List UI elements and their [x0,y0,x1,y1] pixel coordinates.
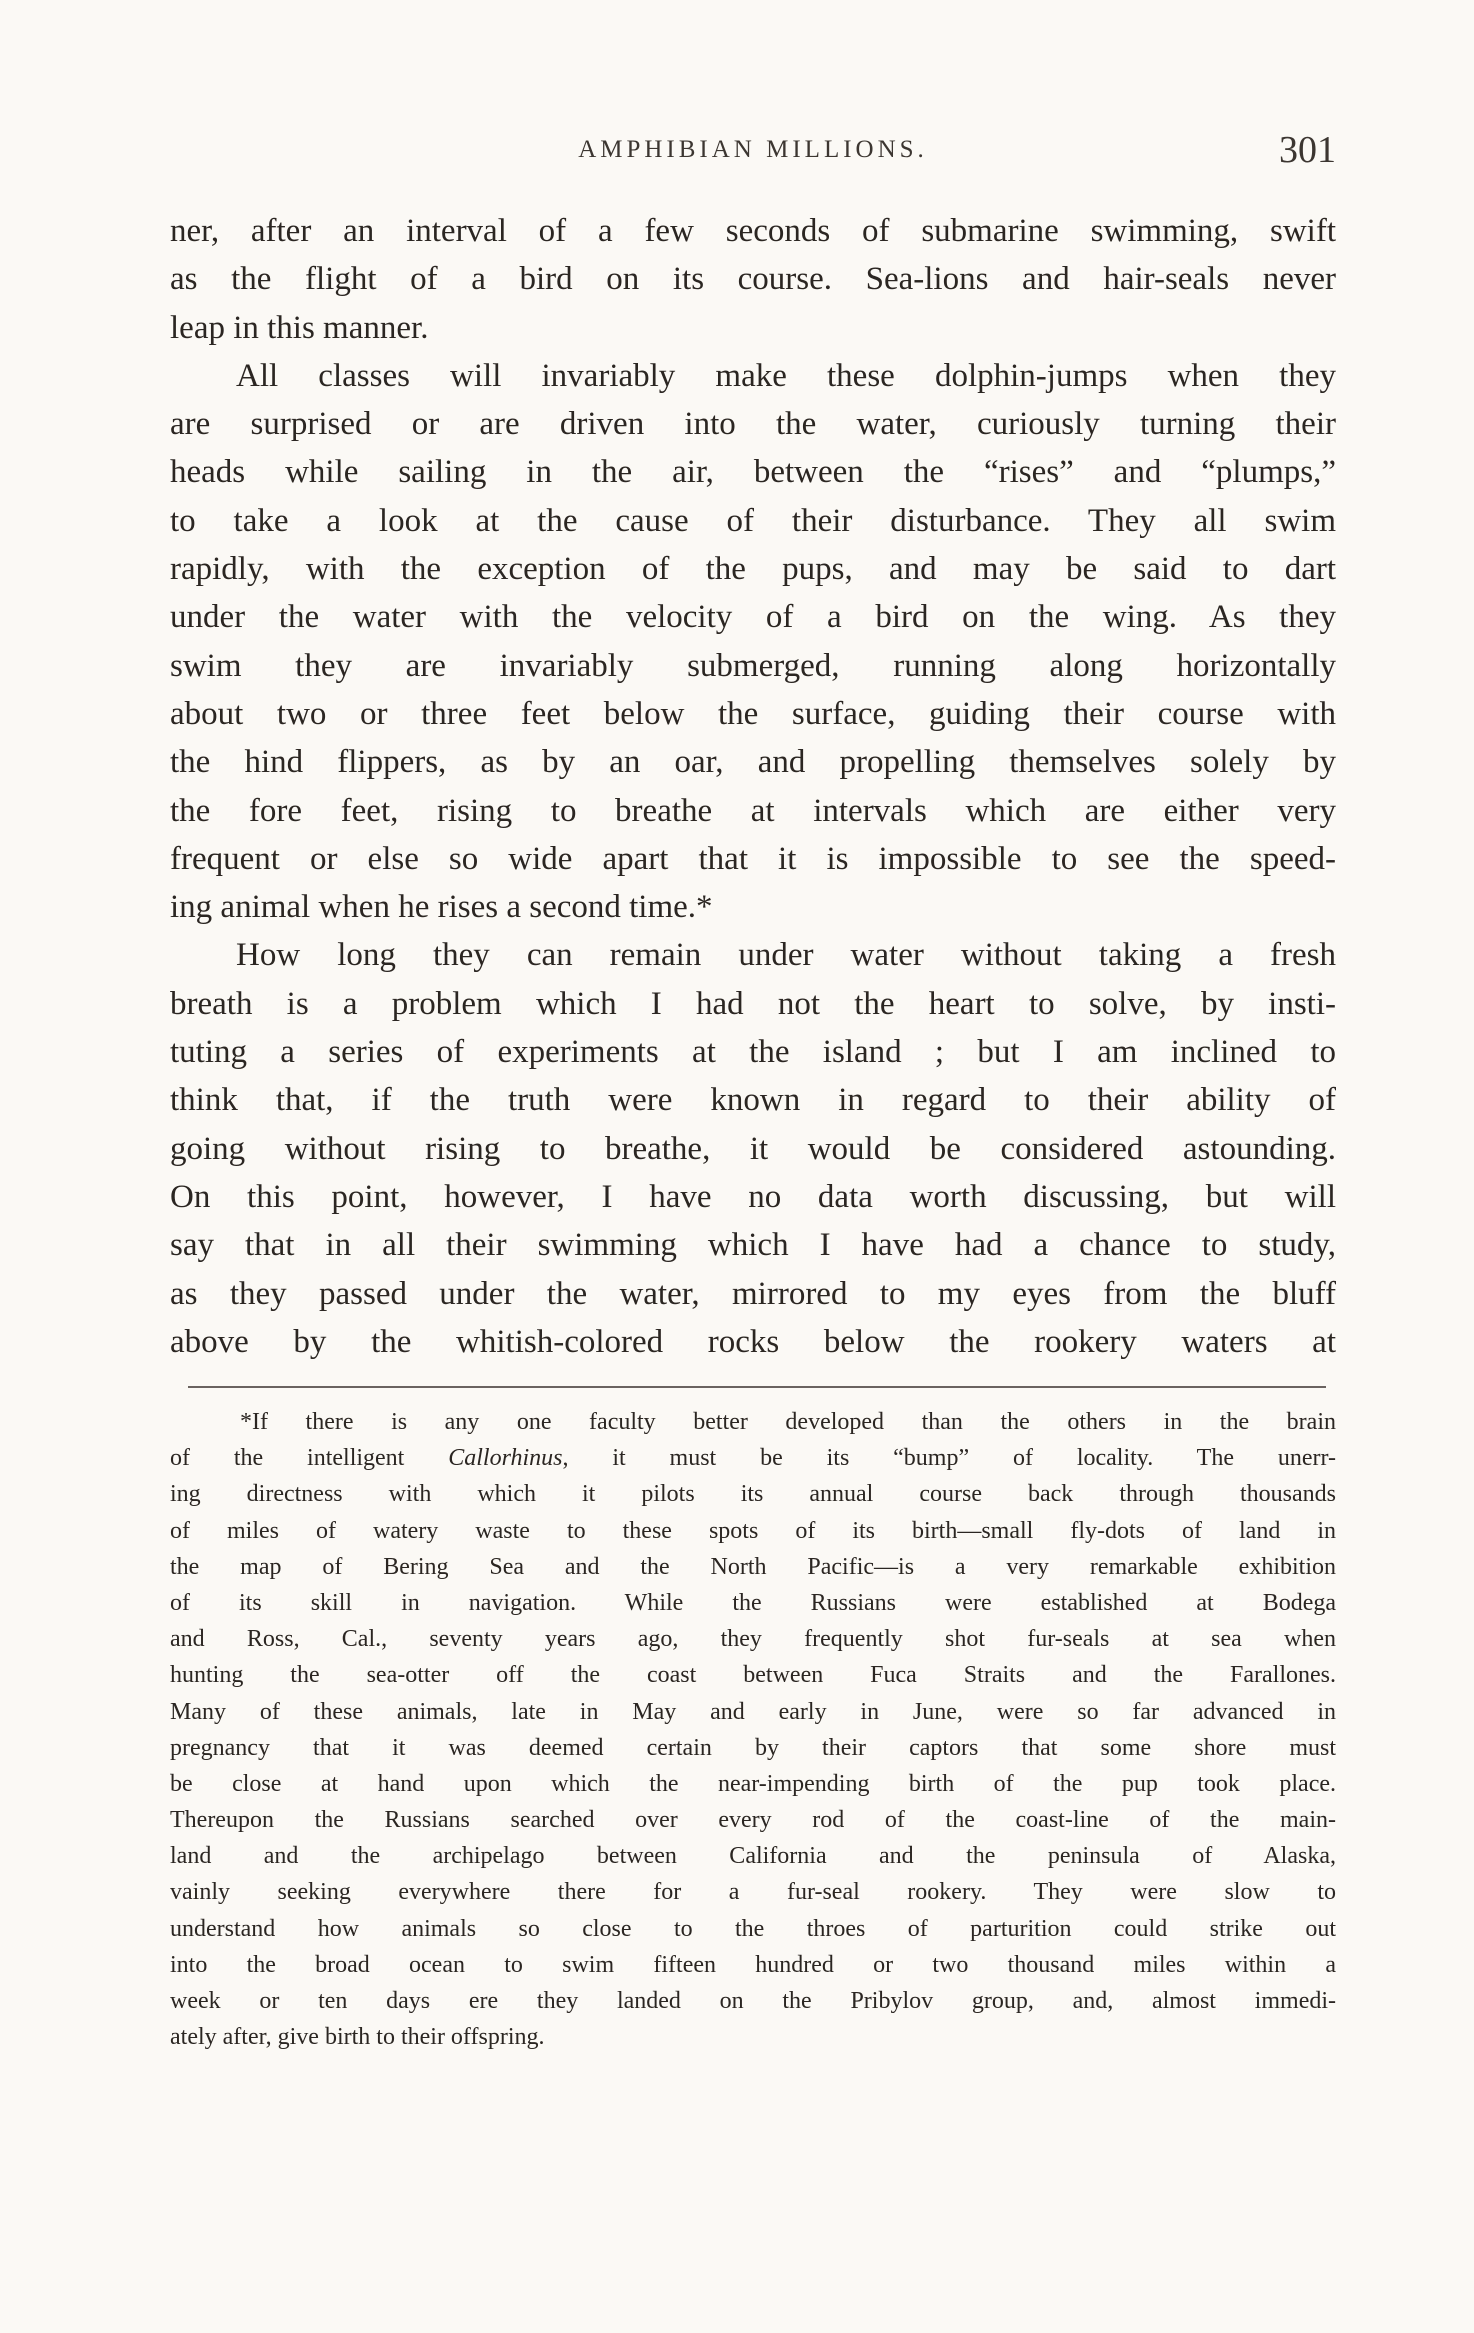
footnote-line: into the broad ocean to swim fifteen hundred or two thousand miles within a [170,1951,1336,1978]
body-line: leap in this manner. [170,309,429,346]
body-line: under the water with the velocity of a bird on the wing. As they [170,599,1336,636]
body-line: the fore feet, rising to breathe at intervals which are either very [170,792,1336,829]
footnote-line: week or ten days ere they landed on the Pribylov group, and, almost immedi- [170,1988,1336,2014]
footnote-line: Many of these animals, late in May and early in June, were so far advanced in [170,1698,1336,1725]
paragraph-start-line: How long they can remain under water without taking a fresh [236,937,1336,974]
footnote-line: be close at hand upon which the near-impending birth of the pup took place. [170,1770,1336,1797]
footnote-line: understand how animals so close to the throes of parturition could strike out [170,1915,1336,1942]
footnote-line: pregnancy that it was deemed certain by their captors that some shore must [170,1734,1336,1761]
footnote-line: ately after, give birth to their offspring. [170,2024,545,2051]
footnote-line: and Ross, Cal., seventy years ago, they frequently shot fur-seals at sea when [170,1626,1336,1653]
body-line: to take a look at the cause of their disturbance. They all swim [170,502,1336,539]
body-line: say that in all their swimming which I have had a chance to study, [170,1227,1336,1264]
footnote-line: vainly seeking everywhere there for a fur-seal rookery. They were slow to [170,1879,1336,1906]
body-line: On this point, however, I have no data worth discussing, but will [170,1178,1336,1215]
body-line: about two or three feet below the surface, guiding their course with [170,695,1336,732]
footnote-line: Thereupon the Russians searched over every rod of the coast-line of the main- [170,1807,1336,1834]
footnote [170,1404,1336,2055]
body-line: tuting a series of experiments at the island ; but I am inclined to [170,1034,1336,1071]
running-head [170,128,1336,172]
body-line: ing animal when he rises a second time.* [170,889,713,926]
body-line: as the flight of a bird on its course. Sea-lions and hair-seals never [170,261,1336,298]
body-line: as they passed under the water, mirrored to my eyes from the bluff [170,1275,1336,1312]
footnote-line: hunting the sea-otter off the coast between Fuca Straits and the Farallones. [170,1662,1336,1689]
footnote-line: of its skill in navigation. While the Russians were established at Bodega [170,1589,1336,1616]
body-text [170,207,1336,1366]
footnote-line [170,1440,1336,1476]
running-title: AMPHIBIAN MILLIONS. [578,136,928,163]
body-line: are surprised or are driven into the water, curiously turning their [170,406,1336,443]
body-line: ner, after an interval of a few seconds of submarine swimming, swift [170,213,1336,249]
paragraph-start-line: All classes will invariably make these dolphin-jumps when they [236,357,1336,394]
body-line: rapidly, with the exception of the pups, and may be said to dart [170,551,1336,588]
page-number: 301 [1279,129,1336,171]
footnote-line: ing directness with which it pilots its annual course back through thousands [170,1481,1336,1508]
footnote-divider [188,1386,1326,1388]
footnote-text: *If there is any one faculty better developed than the others in the brain [240,1409,1336,1435]
body-line: frequent or else so wide apart that it is impossible to see the speed- [170,840,1336,877]
footnote-line [170,1404,1336,1440]
footnote-line: of miles of watery waste to these spots of its birth—small fly-dots of land in [170,1517,1336,1544]
footnote-line: land and the archipelago between California and the peninsula of Alaska, [170,1843,1336,1870]
footnote-text: , it must be its “bump” of locality. The unerr- [562,1445,1336,1472]
body-line: breath is a problem which I had not the heart to solve, by insti- [170,985,1336,1022]
species-name-italic: Callorhinus [448,1445,563,1472]
body-line: heads while sailing in the air, between the “rises” and “plumps,” [170,454,1336,491]
body-line: above by the whitish-colored rocks below the rookery waters at [170,1323,1336,1360]
footnote-text: of the intelligent [170,1445,449,1472]
body-line: the hind flippers, as by an oar, and propelling themselves solely by [170,744,1336,781]
footnote-line: the map of Bering Sea and the North Pacific—is a very remarkable exhibition [170,1553,1336,1580]
body-line: swim they are invariably submerged, running along horizontally [170,647,1336,684]
body-line: going without rising to breathe, it would be considered astounding. [170,1130,1336,1167]
body-line: think that, if the truth were known in regard to their ability of [170,1082,1336,1119]
